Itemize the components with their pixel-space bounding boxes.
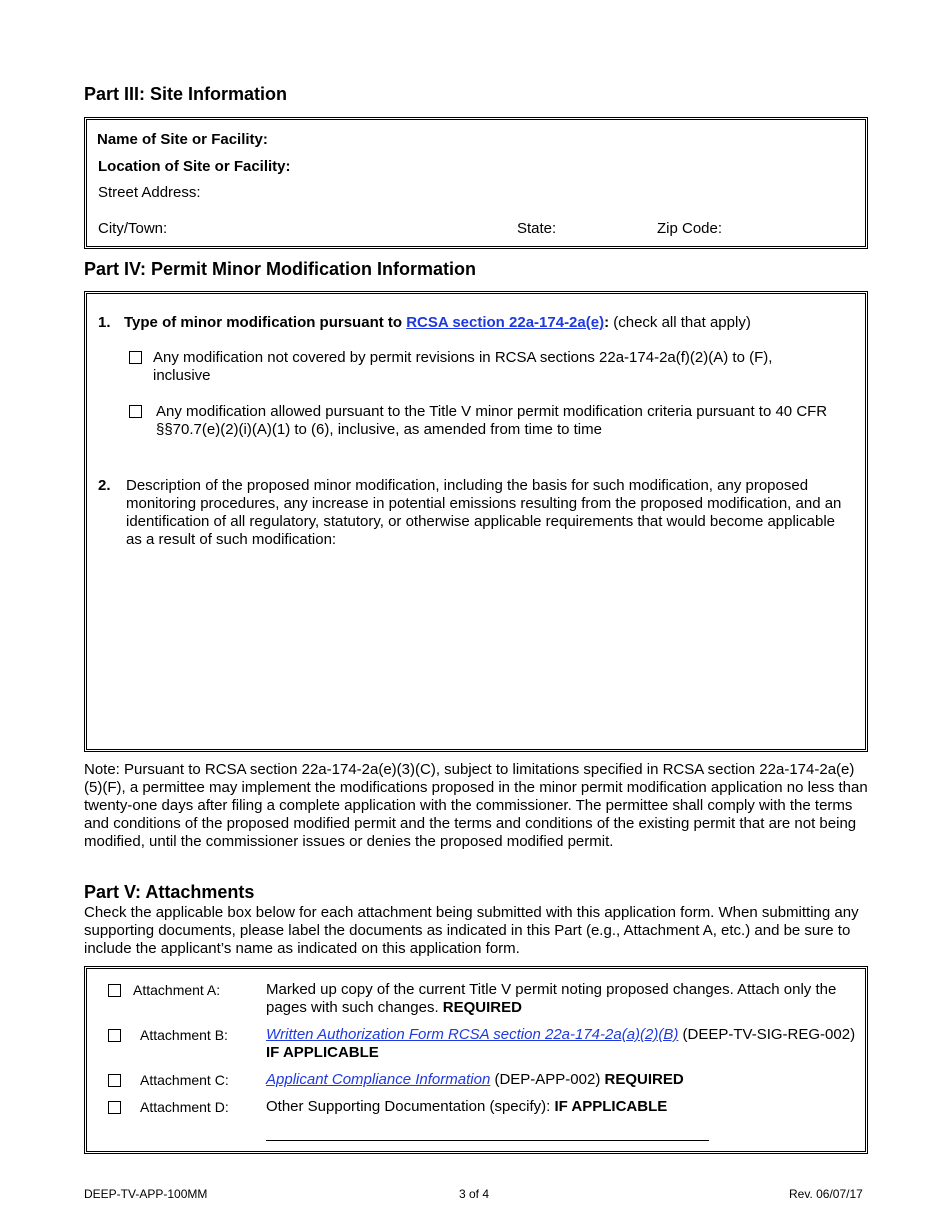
attachment-d-checkbox[interactable]	[108, 1101, 121, 1114]
attachment-b-desc	[266, 1026, 856, 1062]
site-info-box	[84, 117, 868, 249]
option-1-text: Any modification not covered by permit revisions in RCSA sections 22a-174-2a(f)(2)(A) to (F), inclusive	[153, 349, 773, 384]
part5-heading: Part V: Attachments	[84, 882, 255, 902]
footer-form-id: DEEP-TV-APP-100MM	[84, 1187, 208, 1201]
attachment-d-requirement: IF APPLICABLE	[554, 1098, 668, 1115]
state-label: State:	[517, 220, 557, 237]
applicant-compliance-information-link[interactable]: Applicant Compliance Information	[266, 1071, 491, 1088]
attachment-d-label: Attachment D:	[140, 1099, 229, 1115]
attachment-b-requirement: IF APPLICABLE	[266, 1044, 379, 1061]
location-label: Location of Site or Facility:	[98, 158, 291, 175]
attachment-c-checkbox[interactable]	[108, 1074, 121, 1087]
street-address-label: Street Address:	[98, 184, 201, 201]
city-town-label: City/Town:	[98, 220, 168, 237]
q1-colon: :	[604, 314, 610, 331]
minor-modification-box	[84, 291, 868, 752]
attachment-c-label: Attachment C:	[140, 1072, 229, 1088]
attachment-a-requirement: REQUIRED	[442, 999, 522, 1016]
attachment-c-text: (DEP-APP-002)	[490, 1071, 605, 1088]
q1-number: 1.	[98, 314, 111, 331]
attachment-c-requirement: REQUIRED	[604, 1071, 684, 1088]
part5-intro: Check the applicable box below for each attachment being submitted with this application form. When submitting any supporting documents, please label the documents as indicated in this Part (e.g., Attachment A, etc.) and be sure to include the applicant’s name as indicated on this application form.	[84, 904, 859, 957]
attachment-a-text: Marked up copy of the current Title V permit noting proposed changes. Attach only the pages with such changes.	[266, 981, 837, 1016]
attachment-b-label: Attachment B:	[140, 1027, 228, 1043]
attachment-b-text: (DEEP-TV-SIG-REG-002)	[678, 1026, 856, 1043]
attachments-box	[84, 966, 868, 1154]
attachment-d-desc	[266, 1098, 856, 1116]
part4-heading: Part IV: Permit Minor Modification Information	[84, 259, 477, 279]
attachment-a-checkbox[interactable]	[108, 984, 121, 997]
site-name-label: Name of Site or Facility:	[97, 131, 268, 148]
attachment-a-label: Attachment A:	[133, 982, 221, 998]
footer-revision: Rev. 06/07/17	[789, 1187, 863, 1201]
written-authorization-form-link[interactable]: Written Authorization Form RCSA section 22a-174-2a(a)(2)(B)	[266, 1026, 679, 1043]
q2-number: 2.	[98, 477, 111, 494]
note-text: Note: Pursuant to RCSA section 22a-174-2a(e)(3)(C), subject to limitations specified in RCSA section 22a-174-2a(e)(5)(F), a permittee may implement the modifications proposed in the minor permit modification application no less than twenty-one days after filing a complete application with the commissioner. The permittee shall comply with the terms and conditions of the proposed modified permit and the terms and conditions of the existing permit that are not being modified, until the commissioner issues or denies the proposed modified permit.	[84, 761, 868, 850]
attachment-b-checkbox[interactable]	[108, 1029, 121, 1042]
part3-heading: Part III: Site Information	[84, 84, 288, 104]
attachment-c-desc	[266, 1071, 856, 1089]
q1-suffix: (check all that apply)	[609, 314, 751, 331]
q2-text: Description of the proposed minor modification, including the basis for such modification, any proposed monitoring procedures, any increase in potential emissions resulting from the proposed modification, and an identification of all regulatory, statutory, or otherwise applicable requirements that would become applicable as a result of such modification:	[126, 477, 842, 548]
zip-code-label: Zip Code:	[657, 220, 723, 237]
option-2-checkbox[interactable]	[129, 405, 142, 418]
attachment-a-desc	[266, 981, 866, 1017]
attachment-d-text: Other Supporting Documentation (specify):	[266, 1098, 555, 1115]
q1-label	[124, 314, 751, 331]
option-1-checkbox[interactable]	[129, 351, 142, 364]
footer-page-number: 3 of 4	[459, 1187, 490, 1201]
option-2-text: Any modification allowed pursuant to the Title V minor permit modification criteria pursuant to 40 CFR §§70.7(e)(2)(i)(A)(1) to (6), inclusive, as amended from time to time	[156, 403, 828, 438]
q1-label-text: Type of minor modification pursuant to	[124, 314, 407, 331]
rcsa-22a-174-2a-e-link[interactable]: RCSA section 22a-174-2a(e)	[406, 314, 605, 331]
attachment-d-specify-line[interactable]	[266, 1140, 709, 1141]
